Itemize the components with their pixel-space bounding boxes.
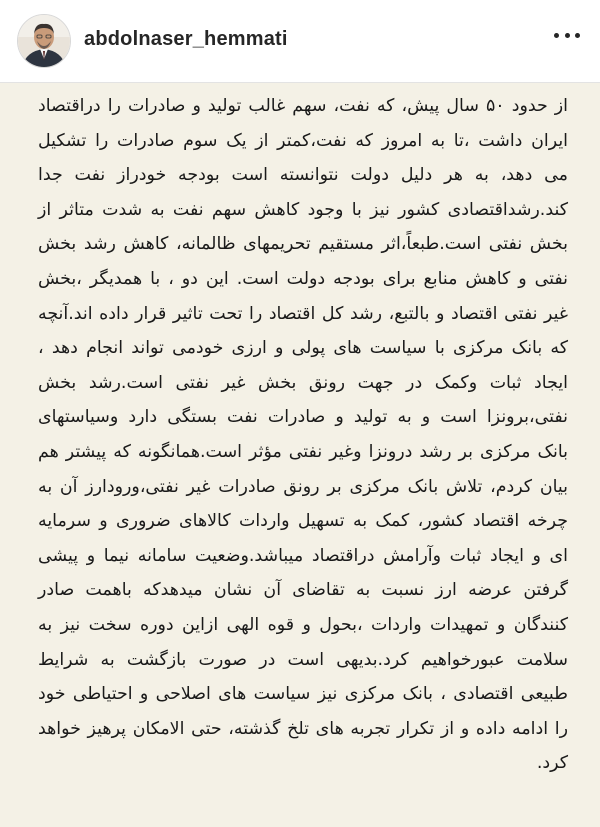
- username[interactable]: abdolnaser_hemmati: [84, 28, 288, 50]
- post-header: [0, 0, 600, 83]
- dot-icon: [575, 33, 580, 38]
- dot-icon: [554, 33, 559, 38]
- post-image: [0, 83, 600, 827]
- avatar[interactable]: [17, 14, 71, 68]
- post-text: از حدود ۵۰ سال پیش، که نفت، سهم غالب تولید و صادرات را دراقتصاد ایران داشت ،تا به امروز که نفت،کمتر از یک سوم صادرات را تشکیل می دهد، به هر دلیل دولت نتوانسته است بودجه خودراز نفت جدا کند.رشداقتصادی کشور نیز با وجود کاهش سهم نفت به شدت متاثر از بخش نفتی است.طبعاً،اثر مستقیم تحریمهای ظالمانه، کاهش رشد بخش نفتی و کاهش منابع برای بودجه دولت است. این دو ، با همدیگر ،بخش غیر نفتی اقتصاد و بالتبع، رشد کل اقتصاد را تحت تاثیر قرار داده اند.آنچه که بانک مرکزی با سیاست های پولی و ارزی خودمی تواند انجام دهد ، ایجاد ثبات وکمک در جهت رونق بخش غیر نفتی است.رشد بخش نفتی،برونزا است و به تولید و صادرات نفت بستگی دارد وسیاستهای بانک مرکزی بر رشد درونزا وغیر نفتی مؤثر است.همانگونه که پیشتر هم بیان کردم، تلاش بانک مرکزی بر رونق صادرات غیر نفتی،ورودارز آن به چرخه اقتصاد کشور، کمک به تسهیل واردات کالاهای ضروری و سرمایه ای و ایجاد ثبات وآرامش دراقتصاد میباشد.وضعیت سامانه نیما و پیشی گرفتن عرضه ارز نسبت به تقاضای آن نشان میدهدکه باهمت صادر کنندگان و تمهیدات واردات ،بحول و قوه الهی ازاین دوره سخت نیز به سلامت عبورخواهیم کرد.بدیهی است در صورت بازگشت به شرایط طبیعی اقتصادی ، بانک مرکزی نیز سیاست های اصلاحی و احتیاطی خود را ادامه داده و از تکرار تجربه های تلخ گذشته، حتی الامکان پرهیز خواهد کرد.: [38, 96, 569, 774]
- dot-icon: [565, 33, 570, 38]
- profile-avatar-icon: [18, 15, 70, 67]
- more-options-icon[interactable]: [554, 30, 580, 40]
